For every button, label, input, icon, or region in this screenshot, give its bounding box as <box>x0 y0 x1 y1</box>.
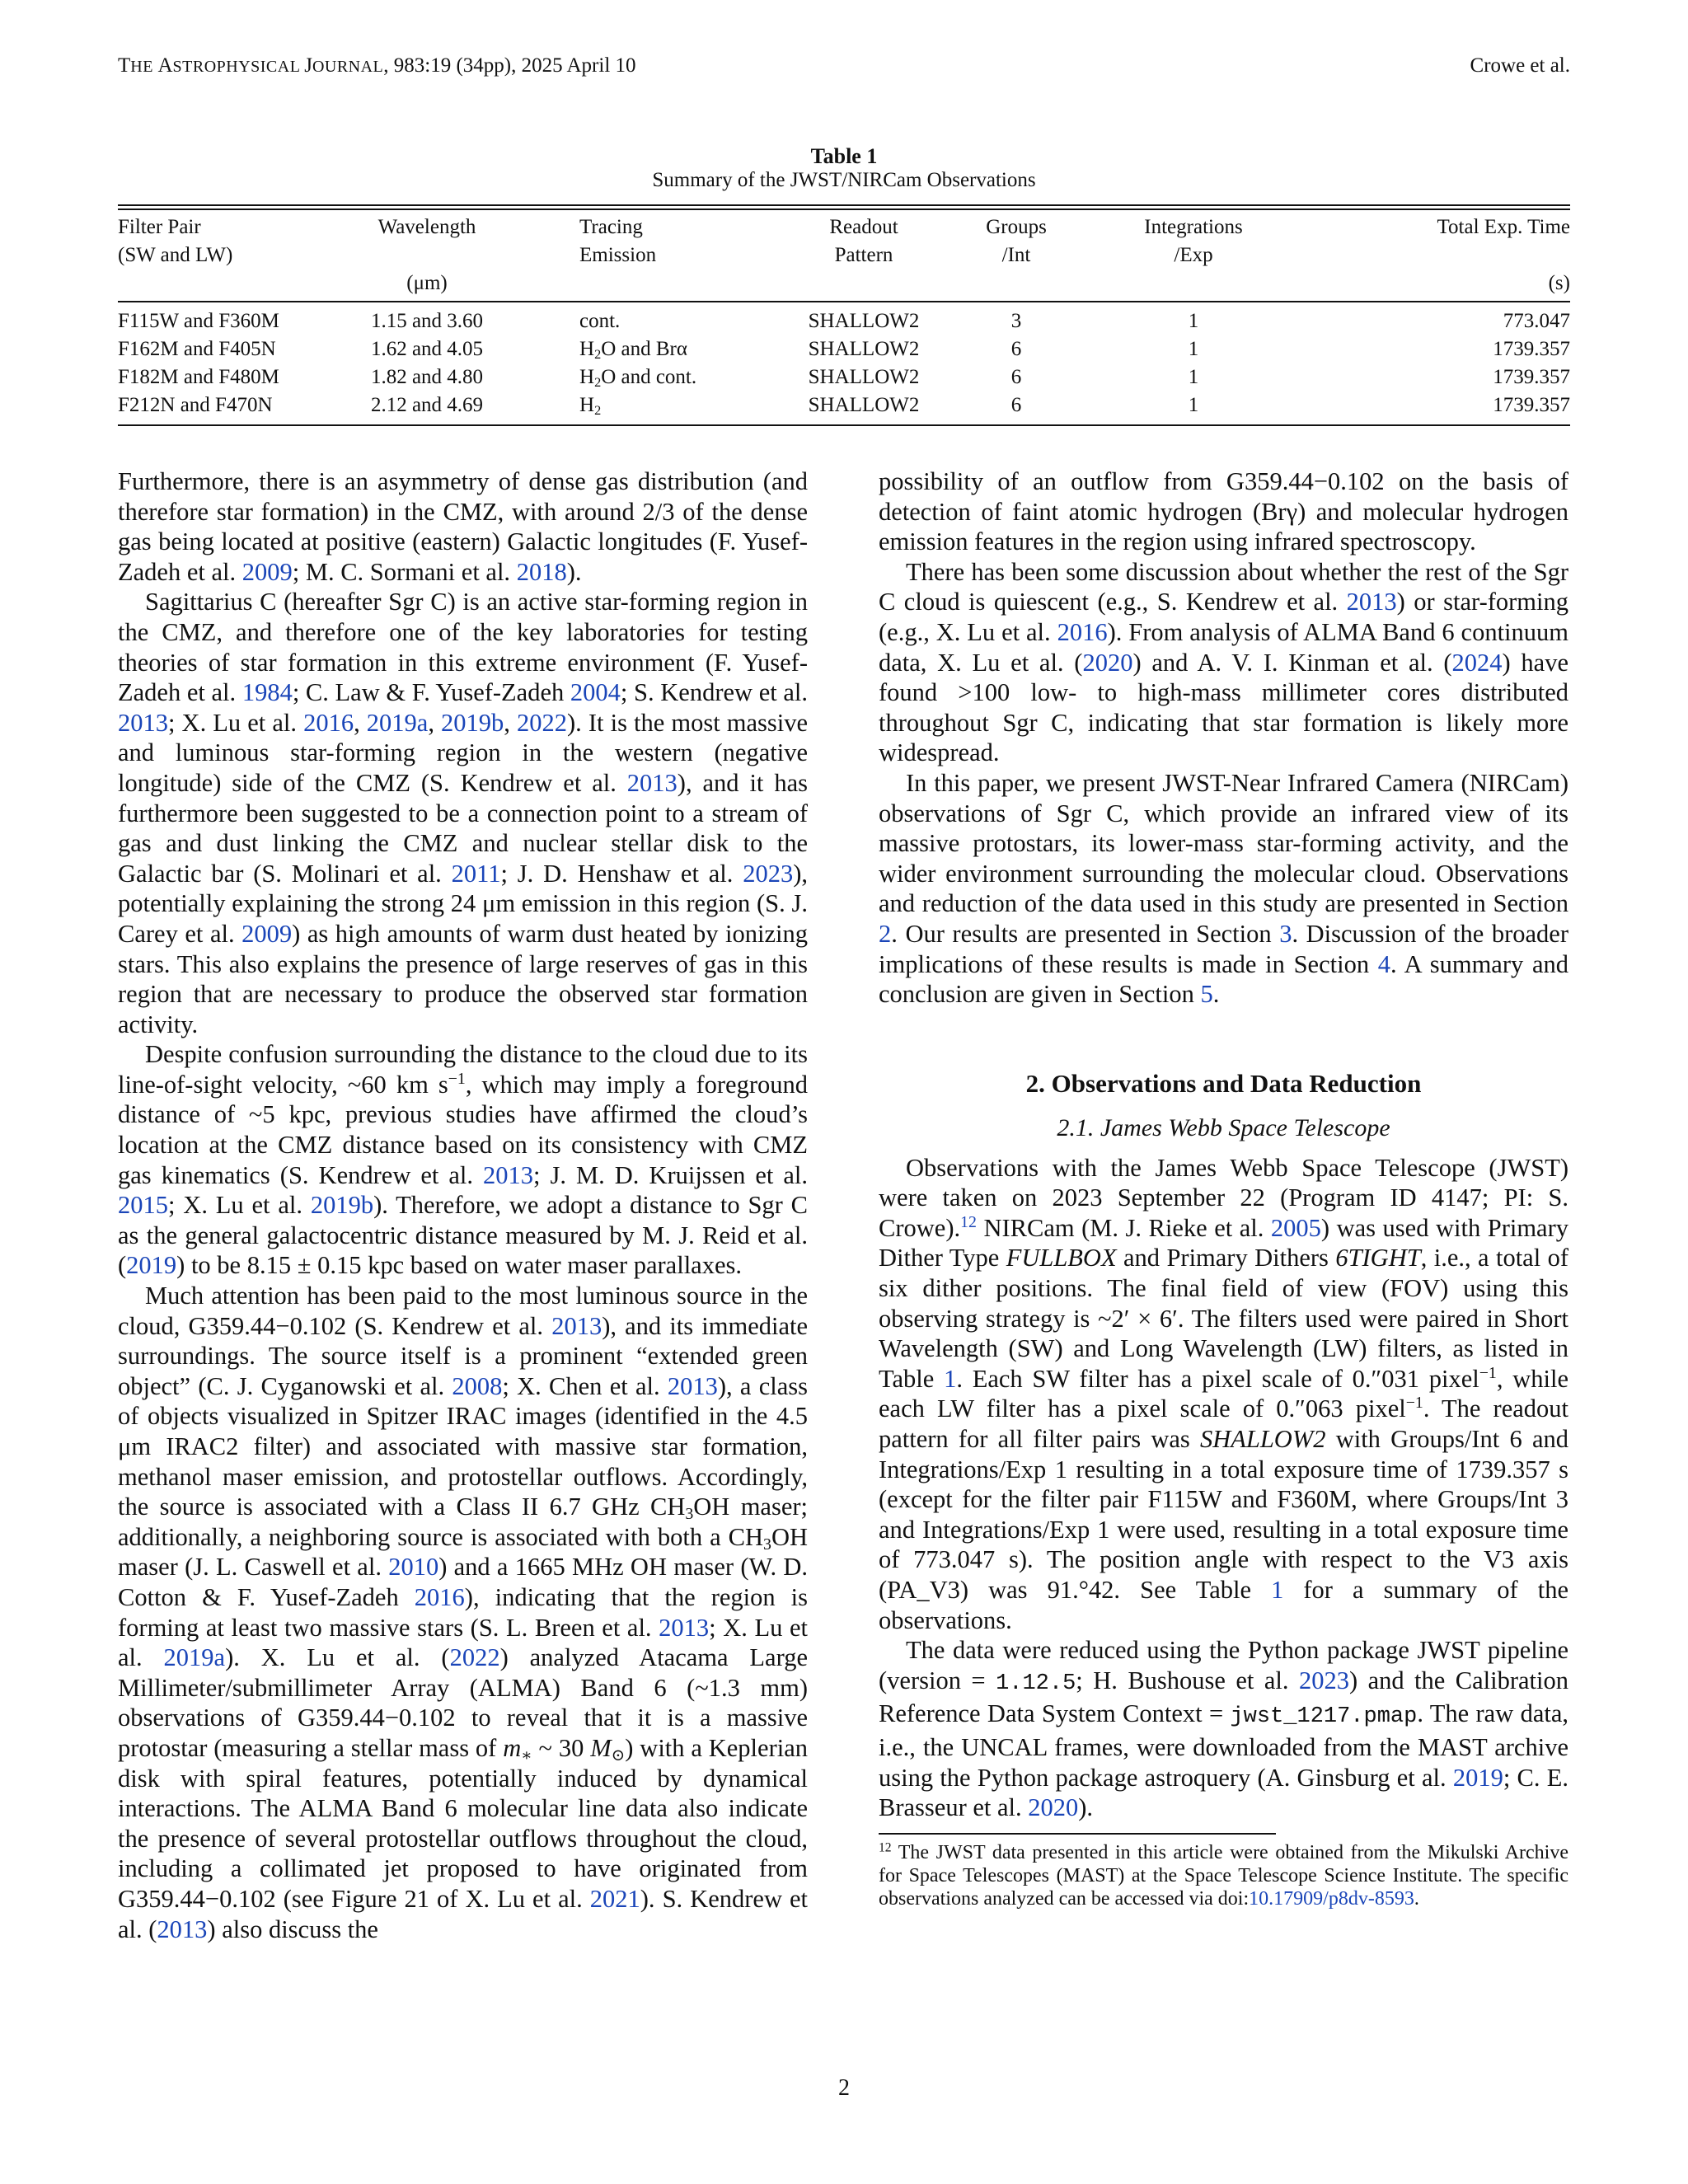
paragraph-observations: Observations with the James Webb Space Telescope (JWST) were taken on 2023 September 22 (Program ID 4147; PI: S. Crowe).$^{12}$ NIRCam (M. J. Rieke et al. 2005) was used with Primary Dither Type FULLBOX and Primary Dithers 6TIGHT, i.e., a total of six dither positions. The final field of view (FOV) using this observing strategy is ~2′ × 6′. The filters used were paired in Short Wavelength (SW) and Long Wavelength (LW) filters, as listed in Table 1. Each SW filter has a pixel scale of 0.″031 pixel$^{-1}$, while each LW filter has a pixel scale of 0.″063 pixel$^{-1}$. The readout pattern for all filter pairs was SHALLOW2 with Groups/Int 6 and Integrations/Exp 1 resulting in a total exposure time of 1739.357 s (except for the filter pair F115W and F360M, where Groups/Int 3 and Integrations/Exp 1 were used, resulting in a total exposure time of 773.047 s). The position angle with respect to the V3 axis (PA_V3) was 91.°42. See Table 1 for a summary of the observations. <box>879 1153 1569 1634</box>
table-row: F182M and F480M 1.82 and 4.80 $H_2O$ and cont. SHALLOW2 6 1 1739.357 <box>118 366 1570 391</box>
subsection-heading: 2.1. James Webb Space Telescope <box>1057 1113 1390 1141</box>
footnote-12: $^{12}$ The JWST data presented in this article were obtained from the Mikulski Archive for Space Telescopes (MAST) at the Space Telescope Science Institute. The specific observations analyzed can be accessed via doi:10.17909/p8dv-8593. <box>879 1840 1568 1910</box>
citation-link[interactable]: 2009 <box>241 919 293 948</box>
footnote-link[interactable]: 12 <box>960 1212 977 1231</box>
citation-link[interactable]: 2019b <box>441 708 504 737</box>
citation-link[interactable]: 2022 <box>517 708 568 737</box>
citation-link[interactable]: 2020 <box>1028 1793 1079 1822</box>
section-link[interactable]: 4 <box>1377 949 1391 978</box>
header-exposure-time: Total Exp. Time (s) <box>1437 216 1570 294</box>
citation-link[interactable]: 2015 <box>118 1191 168 1220</box>
paragraph-distance: Despite confusion surrounding the distance to the cloud due to its line-of-sight velocity, ~60 km $s^{-1}$, which may imply a foreground distance of ~5 kpc, previous studies have affirmed the cloud’s location at the CMZ distance based on its consistency with CMZ gas kinematics (S. Kendrew et al. 2013; J. M. D. Kruijssen et al. 2015; X. Lu et al. 2019b). Therefore, we adopt a distance to Sgr C as the general galactocentric distance measured by M. J. Reid et al. (2019) to be 8.15 ± 0.15 kpc based on water maser parallaxes. <box>118 1040 809 1280</box>
paragraph-sgr-c: Sagittarius C (hereafter Sgr C) is an active star-forming region in the CMZ, and therefore one of the key laboratories for testing theories of star formation in this extreme environment (F. Yusef-Zadeh et al. 1984; C. Law & F. Yusef-Zadeh 2004; S. Kendrew et al. 2013; X. Lu et al. 2016, 2019a, 2019b, 2022). It is the most massive and luminous star-forming region in the western (negative longitude) side of the CMZ (S. Kendrew et al. 2013), and it has furthermore been suggested to be a connection point to a stream of gas and dust linking the CMZ and nuclear stellar disk to the Galactic bar (S. Molinari et al. 2011; J. D. Henshaw et al. 2023), potentially explaining the strong 24 μm emission in this region (S. J. Carey et al. 2009) as high amounts of warm dust heated by ionizing stars. This also explains the presence of large reserves of gas in this region that are necessary to produce the observed star formation activity. <box>118 588 809 1038</box>
table-caption: Summary of the JWST/NIRCam Observations <box>652 169 1036 191</box>
footnote-rule <box>879 1833 1276 1835</box>
header-filter-pair: Filter Pair (SW and LW) <box>118 216 233 266</box>
observations-table-block <box>118 145 1570 426</box>
paragraph-outflow: possibility of an outflow from G359.44−0.102 on the basis of detection of faint atomic hydrogen (Brγ) and molecular hydrogen emission features in the region using infrared spectroscopy. <box>879 467 1568 556</box>
citation-link[interactable]: 2019 <box>1452 1763 1503 1792</box>
observations-table <box>118 210 1570 424</box>
header-wavelength: Wavelength (μm) <box>377 216 476 294</box>
section-heading: 2. Observations and Data Reduction <box>1025 1068 1422 1098</box>
citation-link[interactable]: 2023 <box>1298 1666 1349 1694</box>
citation-link[interactable]: 2004 <box>570 678 621 707</box>
table-top-rule <box>118 204 1570 210</box>
citation-link[interactable]: 2008 <box>452 1371 503 1400</box>
right-column <box>879 466 1568 1910</box>
citation-link[interactable]: 2013 <box>118 708 168 737</box>
table-header-row <box>118 210 1570 301</box>
table-bottom-rule <box>118 424 1570 426</box>
citation-link[interactable]: 2013 <box>659 1613 710 1642</box>
citation-link[interactable]: 2005 <box>1270 1213 1321 1242</box>
paragraph-this-paper: In this paper, we present JWST-Near Infrared Camera (NIRCam) observations of Sgr C, which provide an infrared view of its massive protostars, its lower-mass star-forming activity, and the wider environment surrounding the molecular cloud. Observations and reduction of the data used in this study are presented in Section 2. Our results are presented in Section 3. Discussion of the broader implications of these results is made in Section 4. A summary and conclusion are given in Section 5. <box>879 768 1568 1009</box>
section-link[interactable]: 5 <box>1200 980 1213 1009</box>
citation-link[interactable]: 2013 <box>551 1311 603 1340</box>
section-link[interactable]: 3 <box>1279 919 1292 948</box>
running-head <box>118 54 1570 77</box>
table-row: F115W and F360M 1.15 and 3.60 cont. SHALLOW2 3 1 773.047 <box>118 310 1570 332</box>
citation-link[interactable]: 2024 <box>1451 648 1503 677</box>
citation-link[interactable]: 2013 <box>626 768 678 797</box>
citation-link[interactable]: 2016 <box>303 708 354 737</box>
paragraph-quiescent: There has been some discussion about whether the rest of the Sgr C cloud is quiescent (e.g., S. Kendrew et al. 2013) or star-forming (e.g., X. Lu et al. 2016). From analysis of ALMA Band 6 continuum data, X. Lu et al. (2020) and A. V. I. Kinman et al. (2024) have found >100 low- to high-mass millimeter cores distributed throughout Sgr C, indicating that star formation is likely more widespread. <box>879 557 1569 767</box>
citation-link[interactable]: 2019 <box>126 1251 177 1280</box>
citation-link[interactable]: 2018 <box>516 557 567 586</box>
citation-link[interactable]: 2023 <box>743 859 794 888</box>
left-column <box>118 466 808 1944</box>
table-row: F162M and F405N 1.62 and 4.05 $H_2O$ and Brα SHALLOW2 6 1 1739.357 <box>118 338 1570 363</box>
paragraph-asymmetry: Furthermore, there is an asymmetry of dense gas distribution (and therefore star formation) in the CMZ, with around 2/3 of the dense gas being located at positive (eastern) Galactic longitudes (F. Yusef-Zadeh et al. 2009; M. C. Sormani et al. 2018). <box>118 467 808 586</box>
header-integrations: Integrations /Exp <box>1144 216 1243 266</box>
running-authors: Crowe et al. <box>1470 54 1570 77</box>
citation-link[interactable]: 2022 <box>449 1643 500 1672</box>
citation-link[interactable]: 2013 <box>1346 588 1397 616</box>
citation-link[interactable]: 1984 <box>241 678 293 707</box>
section-link[interactable]: 2 <box>879 919 892 948</box>
citation-link[interactable]: 2009 <box>241 557 293 586</box>
citation-link[interactable]: 2016 <box>414 1582 465 1611</box>
table-link[interactable]: 1 <box>1271 1576 1284 1604</box>
citation-link[interactable]: 2020 <box>1082 648 1133 677</box>
doi-link[interactable]: 10.17909/p8dv-8593 <box>1249 1887 1414 1910</box>
citation-link[interactable]: 2019a <box>163 1643 226 1672</box>
citation-link[interactable]: 2011 <box>451 859 501 888</box>
journal-citation: THE ASTROPHYSICAL JOURNAL, 983:19 (34pp), 2025 April 10 <box>118 54 636 77</box>
citation-link[interactable]: 2019a <box>366 708 429 737</box>
citation-link[interactable]: 2010 <box>388 1553 439 1582</box>
paragraph-data-reduction: The data were reduced using the Python package JWST pipeline (version = 1.12.5; H. Bushouse et al. 2023) and the Calibration Reference Data System Context = jwst_1217.pmap. The raw data, i.e., the UNCAL frames, were downloaded from the MAST archive using the Python package astroquery (A. Ginsburg et al. 2019; C. E. Brasseur et al. 2020). <box>879 1636 1569 1822</box>
citation-link[interactable]: 2016 <box>1057 617 1108 646</box>
table-row: F212N and F470N 2.12 and 4.69 $H_2$ SHALLOW2 6 1 1739.357 <box>118 394 1570 419</box>
citation-link[interactable]: 2013 <box>483 1160 534 1189</box>
page-number: 2 <box>838 2075 850 2101</box>
paragraph-luminous-source: Much attention has been paid to the most luminous source in the cloud, G359.44−0.102 (S. Kendrew et al. 2013), and its immediate surroundings. The source itself is a prominent “extended green object” (C. J. Cyganowski et al. 2008; X. Chen et al. 2013), a class of objects visualized in Spitzer IRAC images (identified in the 4.5 μm IRAC2 filter) and associated with massive star formation, methanol maser emission, and protostellar outflows. Accordingly, the source is associated with a Class II 6.7 GHz $CH_3OH$ maser; additionally, a neighboring source is associated with both a $CH_3OH$ maser (J. L. Caswell et al. 2010) and a 1665 MHz OH maser (W. D. Cotton & F. Yusef-Zadeh 2016), indicating that the region is forming at least two massive stars (S. L. Breen et al. 2013; X. Lu et al. 2019a). X. Lu et al. (2022) analyzed Atacama Large Millimeter/submillimeter Array (ALMA) Band 6 (~1.3 mm) observations of G359.44−0.102 to reveal that it is a massive protostar (measuring a stellar mass of $m_∗$ ~ 30 $M_⊙$) with a Keplerian disk with spiral features, potentially induced by dynamical interactions. The ALMA Band 6 molecular line data also indicate the presence of several protostellar outflows throughout the cloud, including a collimated jet proposed to have originated from G359.44−0.102 (see Figure 21 of X. Lu et al. 2021). S. Kendrew et al. (2013) also discuss the <box>118 1282 809 1943</box>
citation-link[interactable]: 2019b <box>310 1191 374 1220</box>
table-link[interactable]: 1 <box>944 1364 957 1393</box>
header-readout: Readout Pattern <box>829 216 898 266</box>
table-number: Table 1 <box>810 144 878 168</box>
citation-link[interactable]: 2013 <box>157 1915 208 1943</box>
citation-link[interactable]: 2013 <box>667 1371 718 1400</box>
header-groups: Groups /Int <box>986 216 1047 266</box>
header-tracing: Tracing Emission <box>579 216 657 266</box>
citation-link[interactable]: 2021 <box>589 1884 640 1913</box>
